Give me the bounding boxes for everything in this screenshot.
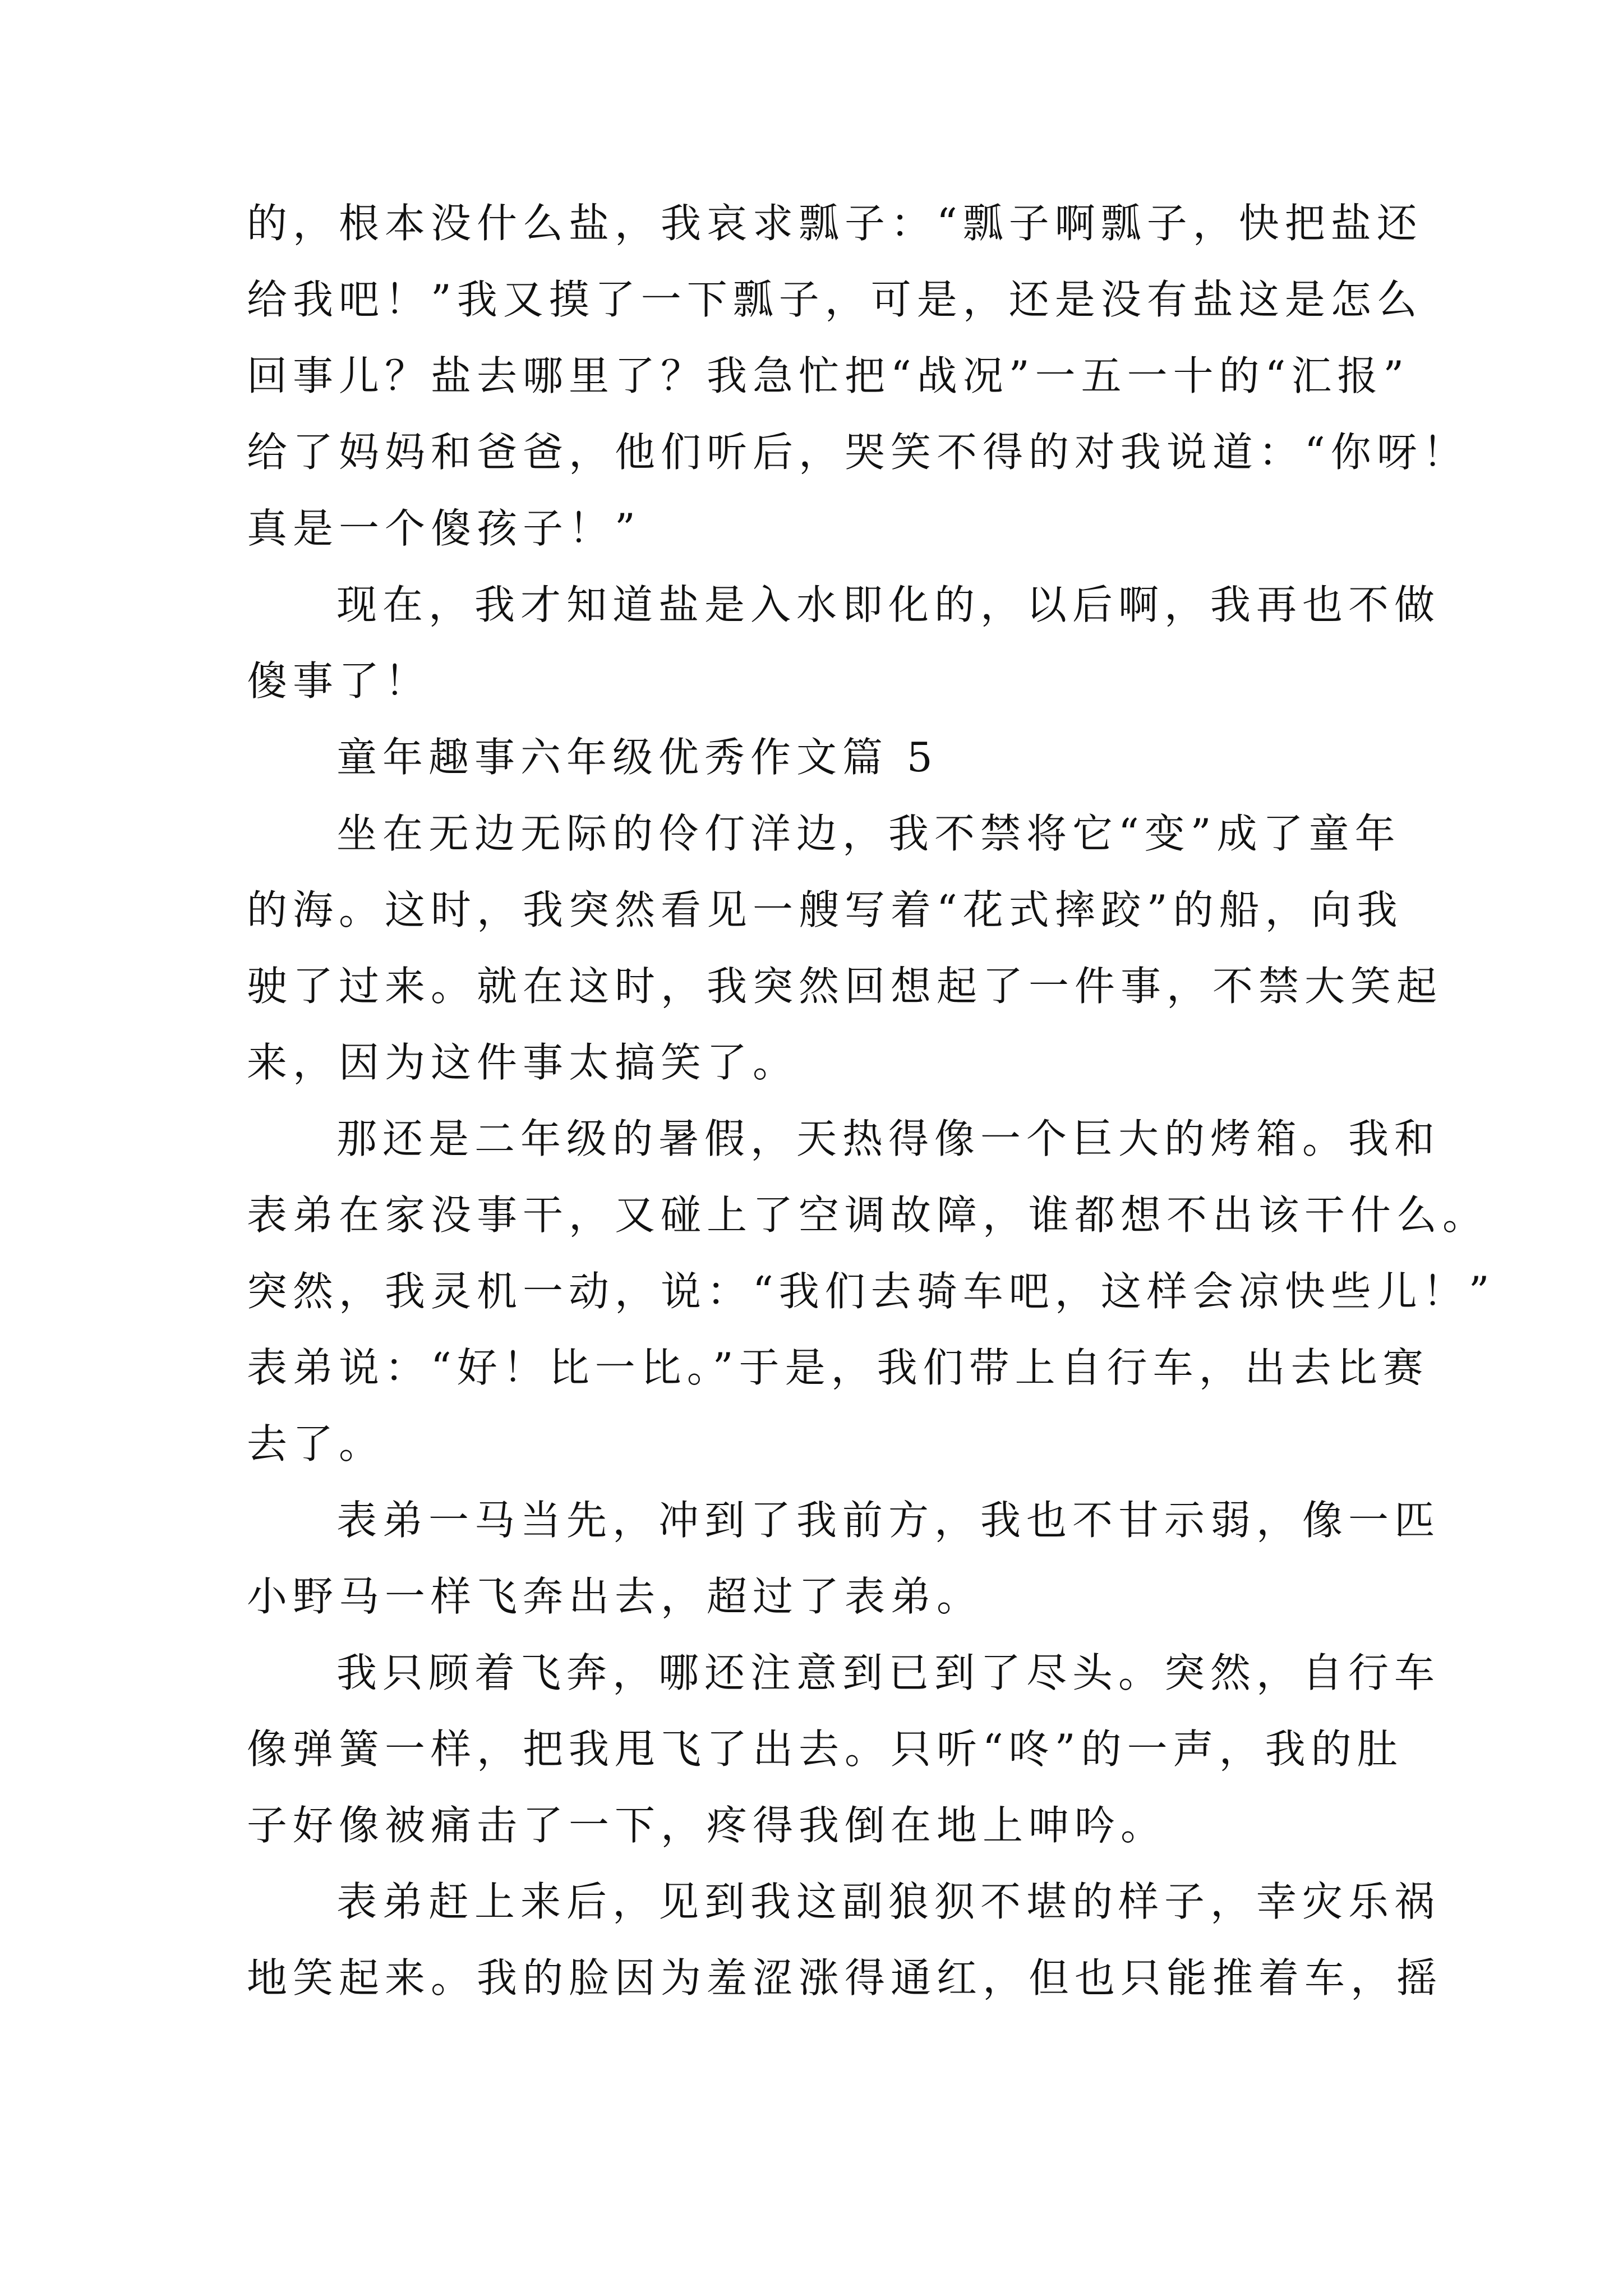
paragraph-start-line: 表弟赶上来后，见到我这副狼狈不堪的样子，幸灾乐祸 — [336, 1878, 1441, 1925]
text-line: 小野马一样飞奔出去，超过了表弟。 — [247, 1573, 983, 1620]
text-line: 表弟说：“好！比一比。”于是，我们带上自行车，出去比赛 — [247, 1344, 1429, 1391]
text-line: 回事儿？盐去哪里了？我急忙把“战况”一五一十的“汇报” — [247, 352, 1410, 399]
text-line: 像弹簧一样，把我甩飞了出去。只听“咚”的一声，我的肚 — [247, 1726, 1403, 1773]
paragraph-start-line: 坐在无边无际的伶仃洋边，我不禁将它“变”成了童年 — [336, 810, 1401, 857]
text-line: 傻事了！ — [247, 657, 431, 705]
text-line: 来，因为这件事太搞笑了。 — [247, 1039, 799, 1086]
text-line: 去了。 — [247, 1420, 385, 1467]
section-heading: 童年趣事六年级优秀作文篇 5 — [336, 734, 938, 781]
text-line: 地笑起来。我的脸因为羞涩涨得通红，但也只能推着车，摇 — [247, 1954, 1443, 2001]
text-line: 驶了过来。就在这时，我突然回想起了一件事，不禁大笑起 — [247, 963, 1443, 1010]
text-line: 真是一个傻孩子！” — [247, 505, 641, 552]
text-line: 给了妈妈和爸爸，他们听后，哭笑不得的对我说道：“你呀！ — [247, 429, 1469, 476]
paragraph-start-line: 我只顾着飞奔，哪还注意到已到了尽头。突然，自行车 — [336, 1649, 1441, 1696]
text-line: 表弟在家没事干，又碰上了空调故障，谁都想不出该干什么。 — [247, 1191, 1489, 1239]
text-line: 的海。这时，我突然看见一艘写着“花式摔跤”的船，向我 — [247, 886, 1403, 933]
text-line: 的，根本没什么盐，我哀求瓢子：“瓢子啊瓢子，快把盐还 — [247, 200, 1423, 247]
text-line: 突然，我灵机一动，说：“我们去骑车吧，这样会凉快些儿！” — [247, 1268, 1495, 1315]
text-line: 给我吧！”我又摸了一下瓢子，可是，还是没有盐这是怎么 — [247, 276, 1423, 323]
article-body — [247, 185, 1495, 2016]
paragraph-start-line: 那还是二年级的暑假，天热得像一个巨大的烤箱。我和 — [336, 1115, 1441, 1162]
paragraph-start-line: 表弟一马当先，冲到了我前方，我也不甘示弱，像一匹 — [336, 1497, 1441, 1544]
text-line: 子好像被痛击了一下，疼得我倒在地上呻吟。 — [247, 1802, 1167, 1849]
paragraph-start-line: 现在，我才知道盐是入水即化的，以后啊，我再也不做 — [336, 581, 1441, 628]
